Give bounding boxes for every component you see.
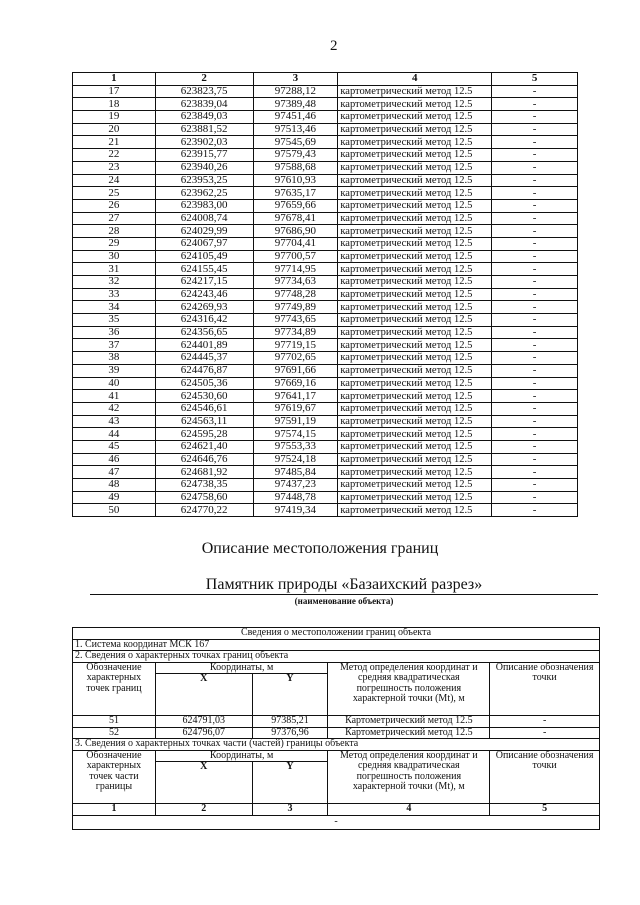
col-y: Y [252,762,328,804]
table-row [73,276,578,289]
cell: 52 [73,727,156,739]
description: - [492,301,578,314]
y-coordinate: 97749,89 [253,301,338,314]
table-row [73,161,578,174]
y-coordinate: 97485,84 [253,466,338,479]
x-coordinate: 624563,11 [155,415,253,428]
header-cell: 2 [155,73,253,86]
description: - [492,111,578,124]
y-coordinate: 97691,66 [253,364,338,377]
description: - [492,149,578,162]
method: картометрический метод 12.5 [338,225,492,238]
table-row [73,136,578,149]
y-coordinate: 97513,46 [253,123,338,136]
description: - [492,390,578,403]
empty-row: - [73,815,600,829]
cell: 1 [73,804,156,816]
y-coordinate: 97288,12 [253,85,338,98]
x-coordinate: 624269,93 [155,301,253,314]
point-number: 29 [73,237,156,250]
x-coordinate: 623915,77 [155,149,253,162]
method: картометрический метод 12.5 [338,377,492,390]
description: - [492,326,578,339]
y-coordinate: 97743,65 [253,314,338,327]
section-3: 3. Сведения о характерных точках части (частей) границы объекта [73,739,600,751]
col-method: Метод определения координат и средняя квадратическая погрешность положения характерной точки (Мt), м [328,662,490,716]
method: картометрический метод 12.5 [338,440,492,453]
header-cell: 4 [338,73,492,86]
description: - [492,428,578,441]
description: - [492,339,578,352]
table-row [73,174,578,187]
point-number: 25 [73,187,156,200]
table-row [73,402,578,415]
x-coordinate: 624316,42 [155,314,253,327]
y-coordinate: 97579,43 [253,149,338,162]
table-row [73,314,578,327]
x-coordinate: 624105,49 [155,250,253,263]
table-row [73,111,578,124]
header-cell: 5 [492,73,578,86]
y-coordinate: 97641,17 [253,390,338,403]
cell: 5 [490,804,600,816]
section-heading: Описание местоположения границ [201,540,439,557]
method: картометрический метод 12.5 [338,161,492,174]
table-row [73,98,578,111]
description: - [492,415,578,428]
cell: Картометрический метод 12.5 [328,727,490,739]
x-coordinate: 623953,25 [155,174,253,187]
method: картометрический метод 12.5 [338,250,492,263]
description: - [492,453,578,466]
y-coordinate: 97389,48 [253,98,338,111]
description: - [492,225,578,238]
point-number: 46 [73,453,156,466]
point-number: 30 [73,250,156,263]
description: - [492,237,578,250]
point-number: 45 [73,440,156,453]
x-coordinate: 624243,46 [155,288,253,301]
col-x: X [155,674,252,716]
description: - [492,212,578,225]
method: картометрический метод 12.5 [338,466,492,479]
y-coordinate: 97553,33 [253,440,338,453]
method: картометрический метод 12.5 [338,174,492,187]
table-row [73,352,578,365]
col-desc: Описание обозначения точки [490,750,600,804]
table-row [73,504,578,517]
table-row [73,364,578,377]
x-coordinate: 624505,36 [155,377,253,390]
method: картометрический метод 12.5 [338,352,492,365]
y-coordinate: 97419,34 [253,504,338,517]
point-number: 34 [73,301,156,314]
col-points: Обозначение характерных точек границ [73,662,156,716]
boundary-info-table [72,627,600,830]
y-coordinate: 97524,18 [253,453,338,466]
y-coordinate: 97545,69 [253,136,338,149]
coordinates-table [72,72,578,517]
method: картометрический метод 12.5 [338,199,492,212]
table-row [73,187,578,200]
description: - [492,276,578,289]
method: картометрический метод 12.5 [338,491,492,504]
description: - [492,440,578,453]
y-coordinate: 97659,66 [253,199,338,212]
method: картометрический метод 12.5 [338,428,492,441]
description: - [492,491,578,504]
method: картометрический метод 12.5 [338,364,492,377]
table-row [73,339,578,352]
x-coordinate: 624067,97 [155,237,253,250]
x-coordinate: 623983,00 [155,199,253,212]
x-coordinate: 624029,99 [155,225,253,238]
point-number: 35 [73,314,156,327]
section-1: 1. Система координат МСК 167 [73,639,600,651]
table-row [73,390,578,403]
description: - [492,377,578,390]
table-row [73,212,578,225]
y-coordinate: 97437,23 [253,479,338,492]
y-coordinate: 97734,89 [253,326,338,339]
point-number: 38 [73,352,156,365]
x-coordinate: 624476,87 [155,364,253,377]
section-2: 2. Сведения о характерных точках границ объекта [73,651,600,663]
method: картометрический метод 12.5 [338,149,492,162]
column-numbers-row [73,804,600,816]
table-row [73,199,578,212]
x-coordinate: 624681,92 [155,466,253,479]
y-coordinate: 97588,68 [253,161,338,174]
point-number: 40 [73,377,156,390]
x-coordinate: 624738,35 [155,479,253,492]
method: картометрический метод 12.5 [338,123,492,136]
x-coordinate: 624155,45 [155,263,253,276]
cell: 3 [252,804,328,816]
x-coordinate: 623940,26 [155,161,253,174]
y-coordinate: 97669,16 [253,377,338,390]
table-row [73,149,578,162]
point-number: 24 [73,174,156,187]
description: - [492,364,578,377]
method: картометрический метод 12.5 [338,187,492,200]
method: картометрический метод 12.5 [338,301,492,314]
table-row [73,377,578,390]
point-number: 32 [73,276,156,289]
description: - [492,479,578,492]
point-number: 44 [73,428,156,441]
method: картометрический метод 12.5 [338,504,492,517]
x-coordinate: 624646,76 [155,453,253,466]
cell: 624791,03 [155,716,252,728]
point-number: 42 [73,402,156,415]
col-coords: Координаты, м [155,750,328,762]
cell: 4 [328,804,490,816]
y-coordinate: 97574,15 [253,428,338,441]
table-row [73,428,578,441]
y-coordinate: 97748,28 [253,288,338,301]
x-coordinate: 624356,65 [155,326,253,339]
point-number: 41 [73,390,156,403]
x-coordinate: 623849,03 [155,111,253,124]
point-number: 43 [73,415,156,428]
y-coordinate: 97678,41 [253,212,338,225]
table-header-row [73,73,578,86]
method: картометрический метод 12.5 [338,111,492,124]
x-coordinate: 624445,37 [155,352,253,365]
table-row [73,237,578,250]
table-row [73,263,578,276]
point-number: 19 [73,111,156,124]
point-number: 22 [73,149,156,162]
y-coordinate: 97700,57 [253,250,338,263]
y-coordinate: 97448,78 [253,491,338,504]
col-x: X [155,762,252,804]
point-number: 48 [73,479,156,492]
point-number: 37 [73,339,156,352]
cell: Картометрический метод 12.5 [328,716,490,728]
point-number: 47 [73,466,156,479]
x-coordinate: 624621,40 [155,440,253,453]
description: - [492,352,578,365]
description: - [492,136,578,149]
point-number: 27 [73,212,156,225]
col-y: Y [252,674,328,716]
y-coordinate: 97719,15 [253,339,338,352]
method: картометрический метод 12.5 [338,326,492,339]
table-row [73,466,578,479]
point-number: 26 [73,199,156,212]
x-coordinate: 624595,28 [155,428,253,441]
method: картометрический метод 12.5 [338,339,492,352]
point-number: 50 [73,504,156,517]
table-row [73,491,578,504]
object-name: Памятник природы «Базаихский разрез» [90,576,598,595]
y-coordinate: 97635,17 [253,187,338,200]
method: картометрический метод 12.5 [338,390,492,403]
cell: 624796,07 [155,727,252,739]
cell: 2 [155,804,252,816]
table-row [73,288,578,301]
cell: 97376,96 [252,727,328,739]
table-title: Сведения о местоположении границ объекта [73,628,600,640]
table-row [73,250,578,263]
y-coordinate: 97451,46 [253,111,338,124]
method: картометрический метод 12.5 [338,136,492,149]
table-row [73,85,578,98]
table-row [73,415,578,428]
table-row [73,440,578,453]
header-cell: 1 [73,73,156,86]
y-coordinate: 97702,65 [253,352,338,365]
x-coordinate: 624546,61 [155,402,253,415]
description: - [492,98,578,111]
y-coordinate: 97619,67 [253,402,338,415]
point-number: 17 [73,85,156,98]
method: картометрический метод 12.5 [338,98,492,111]
x-coordinate: 623902,03 [155,136,253,149]
x-coordinate: 624008,74 [155,212,253,225]
col-points-part: Обозначение характерных точек части границы [73,750,156,804]
table-row [73,301,578,314]
method: картометрический метод 12.5 [338,288,492,301]
y-coordinate: 97714,95 [253,263,338,276]
description: - [492,161,578,174]
method: картометрический метод 12.5 [338,263,492,276]
table-row [73,453,578,466]
cell: - [490,727,600,739]
col-method: Метод определения координат и средняя квадратическая погрешность положения характерной точки (Мt), м [328,750,490,804]
description: - [492,263,578,276]
x-coordinate: 623839,04 [155,98,253,111]
method: картометрический метод 12.5 [338,276,492,289]
col-desc: Описание обозначения точки [490,662,600,716]
point-number: 20 [73,123,156,136]
description: - [492,123,578,136]
point-number: 31 [73,263,156,276]
description: - [492,504,578,517]
method: картометрический метод 12.5 [338,402,492,415]
method: картометрический метод 12.5 [338,85,492,98]
description: - [492,466,578,479]
y-coordinate: 97610,93 [253,174,338,187]
y-coordinate: 97704,41 [253,237,338,250]
method: картометрический метод 12.5 [338,212,492,225]
page-number: 2 [330,38,338,54]
x-coordinate: 623881,52 [155,123,253,136]
point-number: 33 [73,288,156,301]
y-coordinate: 97734,63 [253,276,338,289]
method: картометрический метод 12.5 [338,314,492,327]
x-coordinate: 624401,89 [155,339,253,352]
point-number: 21 [73,136,156,149]
description: - [492,314,578,327]
table-row [73,716,600,728]
point-number: 28 [73,225,156,238]
table-row [73,727,600,739]
point-number: 39 [73,364,156,377]
description: - [492,174,578,187]
point-number: 18 [73,98,156,111]
point-number: 49 [73,491,156,504]
x-coordinate: 624217,15 [155,276,253,289]
col-coords: Координаты, м [155,662,328,674]
header-cell: 3 [253,73,338,86]
table-row [73,326,578,339]
description: - [492,199,578,212]
table-row [73,123,578,136]
cell: 51 [73,716,156,728]
x-coordinate: 624530,60 [155,390,253,403]
x-coordinate: 624770,22 [155,504,253,517]
method: картометрический метод 12.5 [338,453,492,466]
point-number: 23 [73,161,156,174]
cell: 97385,21 [252,716,328,728]
method: картометрический метод 12.5 [338,415,492,428]
x-coordinate: 623823,75 [155,85,253,98]
description: - [492,288,578,301]
y-coordinate: 97686,90 [253,225,338,238]
x-coordinate: 624758,60 [155,491,253,504]
method: картометрический метод 12.5 [338,237,492,250]
description: - [492,250,578,263]
cell: - [490,716,600,728]
x-coordinate: 623962,25 [155,187,253,200]
y-coordinate: 97591,19 [253,415,338,428]
method: картометрический метод 12.5 [338,479,492,492]
description: - [492,402,578,415]
table-row [73,479,578,492]
description: - [492,187,578,200]
description: - [492,85,578,98]
object-caption: (наименование объекта) [294,596,394,606]
point-number: 36 [73,326,156,339]
table-row [73,225,578,238]
